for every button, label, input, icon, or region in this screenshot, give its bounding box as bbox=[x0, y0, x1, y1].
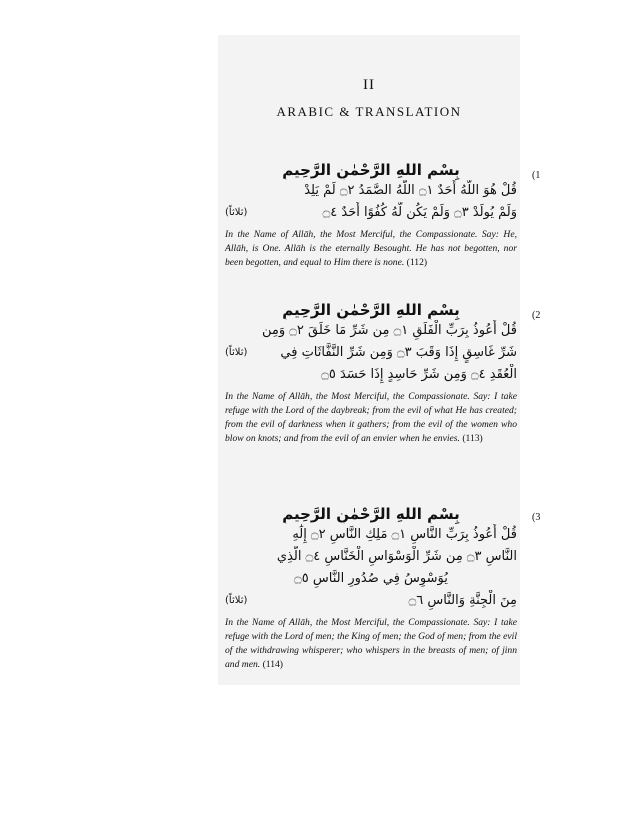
translation-text: In the Name of Allāh, the Most Merciful, the Compassionate. Say: I take refuge with the Lord of men; the King of men; the God of men; from the evil of the withdrawing whisperer; who whispers in the breasts of men; of jinn and men. bbox=[225, 617, 517, 670]
surah-reference: (114) bbox=[262, 659, 284, 670]
surah-reference: (112) bbox=[406, 257, 428, 268]
basmala: بِسْمِ اللهِ الرَّحْمٰنِ الرَّحِيمِ bbox=[282, 301, 460, 319]
arabic-line-text: شَرِّ غَاسِقٍ إِذَا وَقَبَ ۝٣ وَمِن شَرِّ النَّفَّاثَاتِ فِي bbox=[280, 345, 517, 360]
basmala: بِسْمِ اللهِ الرَّحْمٰنِ الرَّحِيمِ bbox=[282, 505, 460, 523]
repeat-thrice-note: (ثلاثاً) bbox=[225, 207, 248, 218]
arabic-line: قُلْ هُوَ اللَّهُ أَحَدٌ ۝١ اللَّهُ الصَّمَدُ ۝٢ لَمْ يَلِدْ bbox=[304, 183, 517, 198]
entry-marker: (1 bbox=[532, 170, 541, 181]
arabic-line: الْعُقَدِ ۝٤ وَمِن شَرِّ حَاسِدٍ إِذَا حَسَدَ ۝٥ bbox=[321, 367, 517, 382]
entry-2 bbox=[225, 300, 517, 446]
entry-marker: (3 bbox=[532, 512, 541, 523]
entry-marker: (2 bbox=[532, 310, 541, 321]
repeat-thrice-note: (ثلاثاً) bbox=[225, 595, 248, 606]
translation-text: In the Name of Allāh, the Most Merciful, the Compassionate. Say: He, Allāh, is One. Allāh is the eternally Besought. He has not begotten, nor been begotten, and equal to Him there is none. bbox=[225, 229, 517, 268]
arabic-line bbox=[225, 202, 517, 224]
arabic-line bbox=[225, 342, 517, 364]
entry-1 bbox=[225, 160, 517, 270]
translation-text: In the Name of Allāh, the Most Merciful, the Compassionate. Say: I take refuge with the Lord of the daybreak; from the evil of what He has created; from the evil of darkness when it gathers; from the evil of the women who blow on knots; and from the evil of an envier when he envies. bbox=[225, 391, 517, 444]
section-title: ARABIC & TRANSLATION bbox=[276, 104, 462, 119]
translation bbox=[225, 228, 517, 270]
translation bbox=[225, 616, 517, 672]
repeat-thrice-note: (ثلاثاً) bbox=[225, 347, 248, 358]
arabic-line bbox=[225, 590, 517, 612]
arabic-line: قُلْ أَعُوذُ بِرَبِّ الْفَلَقِ ۝١ مِن شَرِّ مَا خَلَقَ ۝٢ وَمِن bbox=[262, 323, 517, 338]
surah-reference: (113) bbox=[462, 433, 483, 444]
arabic-line: قُلْ أَعُوذُ بِرَبِّ النَّاسِ ۝١ مَلِكِ النَّاسِ ۝٢ إِلَٰهِ bbox=[292, 527, 517, 542]
entry-3 bbox=[225, 504, 517, 672]
arabic-line-text: مِنَ الْجِنَّةِ وَالنَّاسِ ۝٦ bbox=[408, 593, 517, 608]
page-number: II bbox=[363, 77, 375, 93]
translation bbox=[225, 390, 517, 446]
basmala: بِسْمِ اللهِ الرَّحْمٰنِ الرَّحِيمِ bbox=[282, 161, 460, 179]
arabic-line-text: وَلَمْ يُولَدْ ۝٣ وَلَمْ يَكُن لَّهُ كُفُوًا أَحَدٌ ۝٤ bbox=[322, 205, 517, 220]
arabic-line: يُوَسْوِسُ فِي صُدُورِ النَّاسِ ۝٥ bbox=[294, 571, 448, 586]
arabic-line: النَّاسِ ۝٣ مِن شَرِّ الْوَسْوَاسِ الْخَنَّاسِ ۝٤ الَّذِي bbox=[276, 549, 517, 564]
